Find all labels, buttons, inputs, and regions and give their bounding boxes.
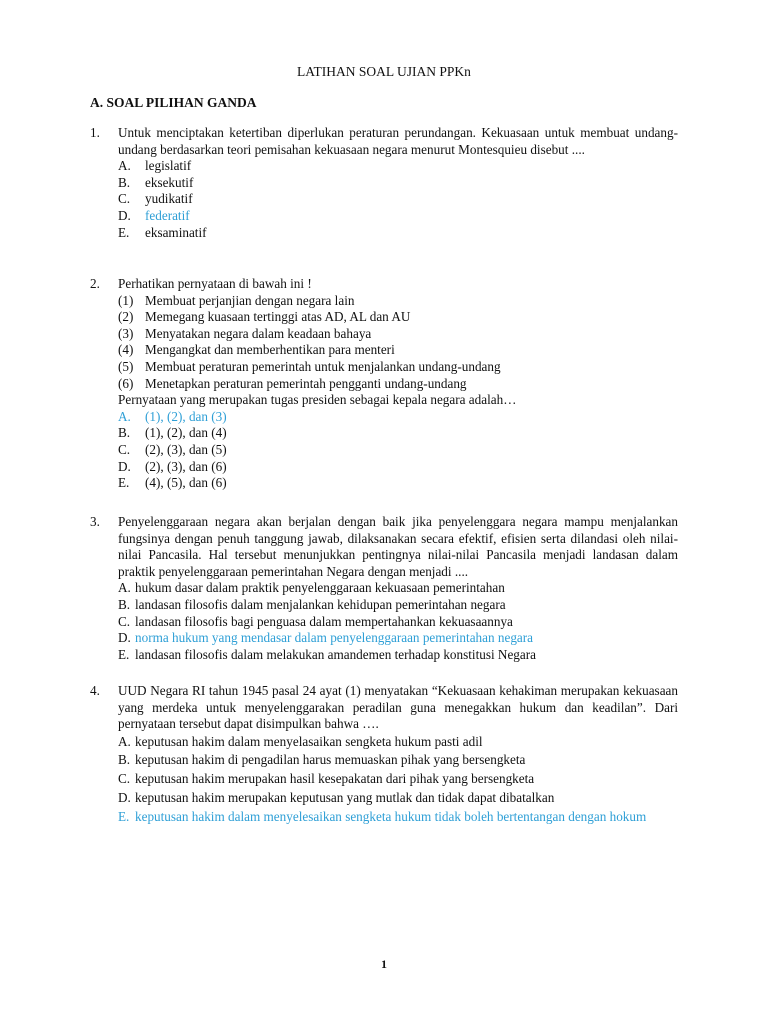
option-e [118,475,678,492]
option-letter: A. [118,408,131,424]
option-letter: E. [118,224,130,240]
option-text: keputusan hakim dalam menyelasaikan sengketa hukum pasti adil [135,733,483,749]
question-1 [90,125,678,241]
option-letter: B. [118,425,131,441]
option-text: hukum dasar dalam praktik penyelenggaraan kekuasaan pemerintahan [135,580,505,596]
statement-number: (6) [118,375,134,391]
option-text: keputusan hakim di pengadilan harus memuaskan pihak yang bersengketa [135,752,526,768]
option-letter: D. [118,630,131,646]
question-stem: Untuk menciptakan ketertiban diperlukan peraturan perundangan. Kekuasaan untuk membuat undang-undang berdasarkan teori pemisahan kekuasaan negara menurut Montesquieu disebut .... [118,125,678,157]
option-letter: A. [118,158,131,174]
option-text-answer: federatif [145,207,190,223]
option-text: (1), (2), dan (4) [145,425,227,441]
question-number: 1. [90,125,100,140]
option-letter: B. [118,752,131,768]
option-b [118,175,678,192]
option-letter: A. [118,733,131,749]
statement-number: (5) [118,358,134,374]
statement-text: Membuat peraturan pemerintah untuk menjalankan undang-undang [145,358,501,374]
option-c [118,442,678,459]
page-number: 1 [381,957,387,971]
statement-text: Menyatakan negara dalam keadaan bahaya [145,325,372,341]
statement-number: (2) [118,309,134,325]
statement-3 [118,326,678,343]
option-text: (2), (3), dan (5) [145,441,227,457]
option-d [118,790,678,807]
option-letter: D. [118,789,131,805]
option-b [118,425,678,442]
option-e [118,647,678,664]
option-letter: B. [118,174,131,190]
statement-text: Membuat perjanjian dengan negara lain [145,292,355,308]
statement-number: (3) [118,325,134,341]
option-a [118,734,678,751]
question-intro: Perhatikan pernyataan di bawah ini ! [118,276,312,291]
option-letter: C. [118,191,131,207]
statement-2 [118,309,678,326]
option-letter: A. [118,580,131,596]
option-text: (4), (5), dan (6) [145,475,227,491]
option-d-answer [118,630,678,647]
question-3 [90,514,678,663]
option-text: yudikatif [145,191,193,207]
statement-4 [118,342,678,359]
option-c [118,614,678,631]
option-text-answer: (1), (2), dan (3) [145,408,227,424]
option-text-answer: keputusan hakim dalam menyelesaikan sengketa hukum tidak boleh bertentangan dengan hokum [135,809,647,825]
question-stem: UUD Negara RI tahun 1945 pasal 24 ayat (1) menyatakan “Kekuasaan kehakiman merupakan kekuasaan yang merdeka untuk menyelenggarakan peradilan guna menegakkan hukum dan keadilan”. Dari pernyataan tersebut dapat disimpulkan bahwa …. [118,683,678,732]
option-letter: C. [118,441,131,457]
statement-text: Memegang kuasaan tertinggi atas AD, AL dan AU [145,309,411,325]
option-letter: C. [118,770,131,786]
question-number: 2. [90,276,100,291]
option-text: landasan filosofis bagi penguasa dalam mempertahankan kekuasaannya [135,613,513,629]
option-letter: D. [118,207,131,223]
question-stem: Penyelenggaraan negara akan berjalan dengan baik jika penyelenggara negara mampu menjalankan fungsinya dengan penuh tanggung jawab, dilaksanakan secara efektif, efisien serta dilandasi oleh nilai-nilai Pancasila. Hal tersebut menunjukkan pentingnya nilai-nilai Pancasila menjadi landasan dalam praktik penyelenggaraan pemerintahan Negara dengan menjadi .... [118,514,678,579]
question-2 [90,276,678,492]
question-4 [90,683,678,826]
statement-5 [118,359,678,376]
option-text: keputusan hakim merupakan keputusan yang mutlak dan tidak dapat dibatalkan [135,789,555,805]
option-e [118,225,678,242]
question-number: 4. [90,683,100,698]
question-number: 3. [90,514,100,529]
option-b [118,597,678,614]
option-text: eksaminatif [145,224,207,240]
option-text: landasan filosofis dalam menjalankan kehidupan pemerintahan negara [135,596,506,612]
statement-number: (1) [118,292,134,308]
option-letter: E. [118,809,130,825]
section-heading: A. SOAL PILIHAN GANDA [90,95,257,110]
option-a [118,158,678,175]
option-e-answer [118,808,678,826]
option-b [118,752,678,769]
question-prompt: Pernyataan yang merupakan tugas presiden sebagai kepala negara adalah… [118,392,517,408]
option-c [118,771,678,788]
option-a [118,580,678,597]
statement-1 [118,293,678,310]
option-text: (2), (3), dan (6) [145,458,227,474]
option-c [118,191,678,208]
option-text: keputusan hakim merupakan hasil kesepakatan dari pihak yang bersengketa [135,770,535,786]
statement-text: Mengangkat dan memberhentikan para menteri [145,342,395,358]
option-text: eksekutif [145,174,194,190]
page-title: LATIHAN SOAL UJIAN PPKn [297,64,471,79]
option-letter: C. [118,613,131,629]
statement-number: (4) [118,342,134,358]
option-text-answer: norma hukum yang mendasar dalam penyelenggaraan pemerintahan negara [135,630,534,646]
option-text: landasan filosofis dalam melakukan amandemen terhadap konstitusi Negara [135,646,536,662]
statement-text: Menetapkan peraturan pemerintah pengganti undang-undang [145,375,467,391]
option-letter: D. [118,458,131,474]
option-text: legislatif [145,158,192,174]
statement-6 [118,376,678,393]
option-d [118,459,678,476]
option-letter: E. [118,646,130,662]
option-letter: B. [118,596,131,612]
option-letter: E. [118,475,130,491]
option-d-answer [118,208,678,225]
option-a-answer [118,409,678,426]
